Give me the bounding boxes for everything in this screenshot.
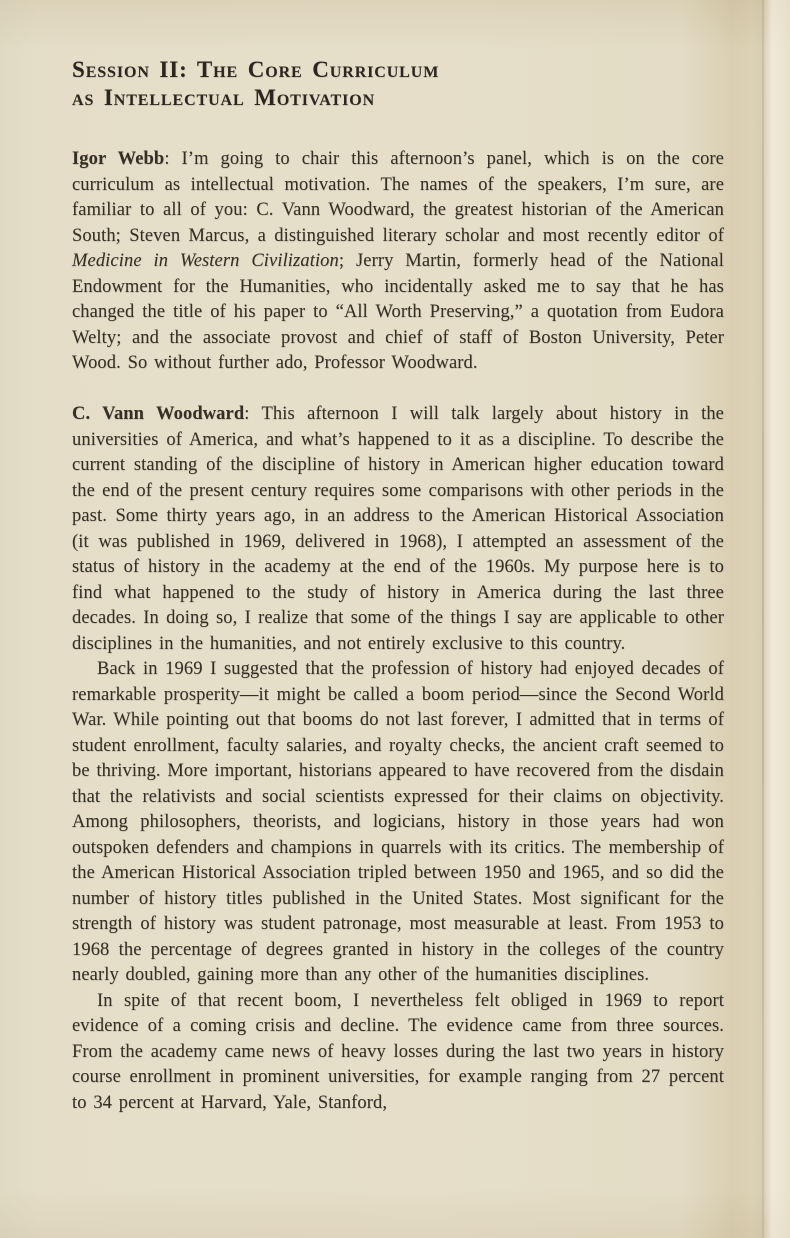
page-text-block [72,56,724,1116]
page-paragraphs [72,147,724,1116]
section-title-line1: Session II: The Core Curriculum [72,57,440,82]
speaker-name: Igor Webb [72,149,165,169]
speaker-name: C. Vann Woodward [72,404,245,424]
paragraph [72,657,724,989]
text-segment: : This afternoon I will talk largely about history in the universities of America, and what’s happened to it as a discipline. To describe the current standing of the discipline of history in American higher education toward the end of the present century requires some comparisons with other periods in the past. Some thirty years ago, in an address to the American Historical Association (it was published in 1969, delivered in 1968), I attempted an assessment of the status of history in the academy at the end of the 1960s. My purpose here is to find what happened to the study of history in America during the last three decades. In doing so, I realize that some of the things I say are applicable to other disciplines in the humanities, and not entirely exclusive to this country. [72,404,724,654]
paragraph [72,147,724,377]
paragraph [72,402,724,657]
text-segment: In spite of that recent boom, I nevertheless felt obliged in 1969 to report evidence of a coming crisis and decline. The evidence came from three sources. From the academy came news of heavy losses during the last two years in history course enrollment in prominent universities, for example ranging from 27 percent to 34 percent at Harvard, Yale, Stanford, [72,990,724,1113]
text-segment: Back in 1969 I suggested that the profession of history had enjoyed decades of remarkable prosperity—it might be called a boom period—since the Second World War. While pointing out that booms do not last forever, I admitted that in terms of student enrollment, faculty salaries, and royalty checks, the ancient craft seemed to be thriving. More important, historians appeared to have recovered from the disdain that the relativists and social scientists expressed for their claims on objectivity. Among philosophers, theorists, and logicians, history in those years had won outspoken defenders and champions in quarrels with its critics. The membership of the American Historical Association tripled between 1950 and 1965, and so did the number of history titles published in the United States. Most significant for the strength of history was student patronage, most measurable at least. From 1953 to 1968 the percentage of degrees granted in history in the colleges of the country nearly doubled, gaining more than any other of the humanities disciplines. [72,659,724,985]
text-segment: : I’m going to chair this afternoon’s panel, which is on the core curriculum as intellectual motivation. The names of the speakers, I’m sure, are familiar to all of you: C. Vann Woodward, the greatest historian of the American South; Steven Marcus, a distinguished literary scholar and most recently editor of [72,149,724,246]
section-title-line2: as Intellectual Motivation [72,84,376,110]
paragraph [72,989,724,1117]
text-segment: Medicine in Western Civilization [72,251,339,271]
section-title [72,56,724,111]
text-segment: ; Jerry Martin, formerly head of the National Endowment for the Humanities, who incidentally asked me to say that he has changed the title of his paper to “All Worth Preserving,” a quotation from Eudora Welty; and the associate provost and chief of staff of Boston University, Peter Wood. So without further ado, Professor Woodward. [72,251,724,373]
page-edge-shadow [726,0,790,1238]
page-edge-line [762,0,764,1238]
